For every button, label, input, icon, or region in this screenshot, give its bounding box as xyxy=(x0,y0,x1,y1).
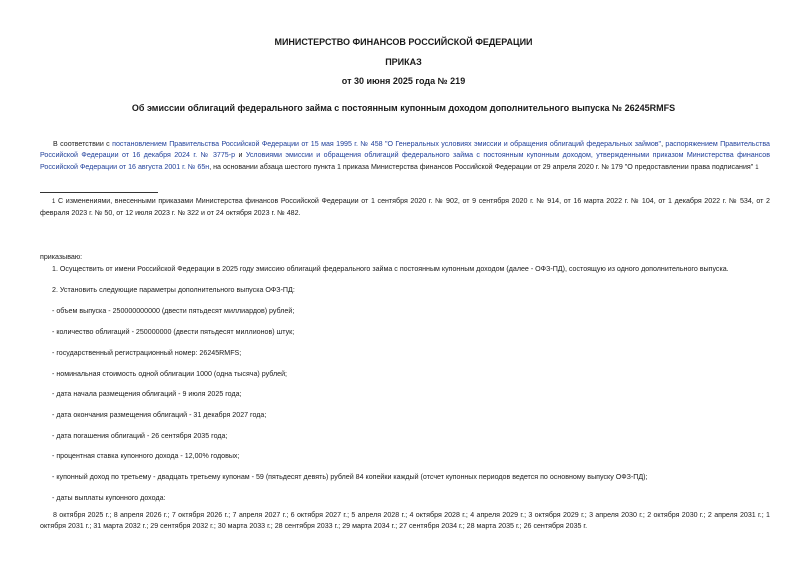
coupon-dates-list: 8 октября 2025 г.; 8 апреля 2026 г.; 7 октября 2026 г.; 7 апреля 2027 г.; 6 октября 2027 г.; 5 апреля 2028 г.; 4 октября 2028 г.; 4 апреля 2029 г.; 3 октября 2029 г.; 3 апреля 2030 г.; 2 октября 2030 г.; 2 апреля 2031 г.; 1 октября 2031 г.; 31 марта 2032 г.; 29 сентября 2032 г.; 30 марта 2033 г.; 28 сентября 2033 г.; 29 марта 2034 г.; 27 сентября 2034 г.; 28 марта 2035 г.; 26 сентября 2035 г. xyxy=(40,511,770,531)
preamble-text-2: , xyxy=(661,140,666,148)
link-emission-conditions-65n[interactable]: Условиями эмиссии и обращения облигаций федерального займа с постоянным купонным доходом, утвержденными приказом Министерства финансов Российской Федерации от 16 августа 2001 г. № 65н xyxy=(40,151,771,171)
link-government-order-3775[interactable]: распоряжением Правительства Российской Федерации от 16 декабря 2024 г. № 3775-р xyxy=(40,140,770,160)
ministry-heading: МИНИСТЕРСТВО ФИНАНСОВ РОССИЙСКОЙ ФЕДЕРАЦИИ xyxy=(274,37,533,47)
date-number-heading: от 30 июня 2025 года № 219 xyxy=(341,76,466,86)
param-coupon-income: - купонный доход по третьему - двадцать третьему купонам - 59 (пятьдесят девять) рублей 84 копейки каждый (отсчет купонных периодов ведется по основному выпуску ОФЗ-ПД); xyxy=(52,473,648,481)
param-placement-end: - дата окончания размещения облигаций - 31 декабря 2027 года; xyxy=(52,411,267,419)
preamble-text-3: и xyxy=(235,151,246,160)
param-issue-volume: - объем выпуска - 250000000000 (двести пятьдесят миллиардов) рублей; xyxy=(52,307,295,315)
param-registration-number: - государственный регистрационный номер: 26245RMFS; xyxy=(52,349,242,357)
footnote-divider xyxy=(40,192,158,193)
param-coupon-dates-label: - даты выплаты купонного дохода: xyxy=(52,494,166,502)
param-nominal-value: - номинальная стоимость одной облигации 1000 (одна тысяча) рублей; xyxy=(52,370,288,378)
preamble-paragraph xyxy=(40,139,770,174)
footnote-text: С изменениями, внесенными приказами Министерства финансов Российской Федерации от 1 сентября 2020 г. № 902, от 9 сентября 2020 г. № 914, от 16 марта 2022 г. № 104, от 1 декабря 2022 г. № 534, от 2 февраля 2023 г. № 50, от 12 июля 2023 г. № 322 и от 24 октября 2023 г. № 482. xyxy=(40,197,770,218)
item-1: 1. Осуществить от имени Российской Федерации в 2025 году эмиссию облигаций федерального займа с постоянным купонным доходом (далее - ОФЗ-ПД), состоящую из одного дополнительного выпуска. xyxy=(52,265,729,273)
preamble-text-1: В соответствии с xyxy=(53,140,113,148)
footnote-paragraph xyxy=(40,196,770,220)
param-bond-count: - количество облигаций - 250000000 (двести пятьдесят миллионов) штук; xyxy=(52,328,295,336)
document-title: Об эмиссии облигаций федерального займа с постоянным купонным доходом дополнительного выпуска № 26245RMFS xyxy=(131,103,676,113)
item-2: 2. Установить следующие параметры дополнительного выпуска ОФЗ-ПД: xyxy=(52,286,295,294)
preamble-text-4: , на основании абзаца шестого пункта 1 приказа Министерства финансов Российской Федерации от 29 апреля 2020 г. № 179 "О предоставлении права подписания" xyxy=(209,162,754,171)
param-coupon-rate: - процентная ставка купонного дохода - 12,00% годовых; xyxy=(52,452,240,460)
doc-type-heading: ПРИКАЗ xyxy=(385,57,422,67)
param-maturity-date: - дата погашения облигаций - 26 сентября 2035 года; xyxy=(52,432,228,440)
footnote-reference[interactable]: 1 xyxy=(755,164,759,171)
param-placement-start: - дата начала размещения облигаций - 9 июля 2025 года; xyxy=(52,390,242,398)
footnote-mark: 1 xyxy=(52,199,56,205)
order-word: приказываю: xyxy=(40,253,83,261)
link-government-decree-458[interactable]: постановлением Правительства Российской Федерации от 15 мая 1995 г. № 458 "О Генеральных условиях эмиссии и обращения облигаций федеральных займов" xyxy=(112,140,662,148)
